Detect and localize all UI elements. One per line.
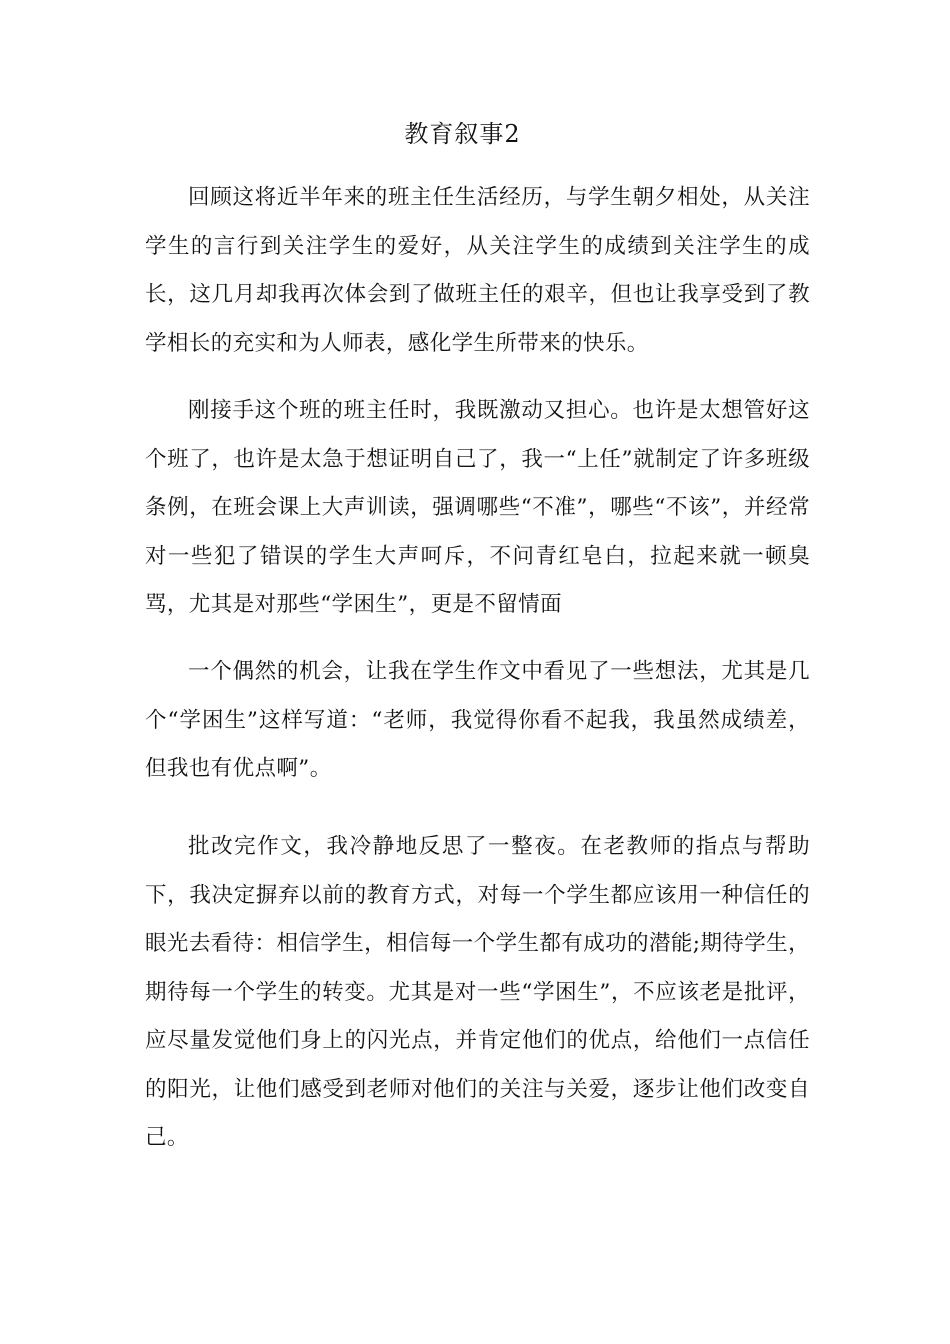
document-title: 教育叙事2: [404, 120, 521, 148]
paragraph-1: 回顾这将近半年来的班主任生活经历，与学生朝夕相处，从关注学生的言行到关注学生的爱好，从关注学生的成绩到关注学生的成长，这几月却我再次体会到了做班主任的艰辛，但也让我享受到了教学相长的充实和为人师表，感化学生所带来的快乐。: [145, 185, 810, 356]
paragraph-4: 批改完作文，我冷静地反思了一整夜。在老教师的指点与帮助下，我决定摒弃以前的教育方式，对每一个学生都应该用一种信任的眼光去看待：相信学生，相信每一个学生都有成功的潜能;期待学生，期待每一个学生的转变。尤其是对一些“学困生”，不应该老是批评，应尽量发觉他们身上的闪光点，并肯定他们的优点，给他们一点信任的阳光，让他们感受到老师对他们的关注与关爱，逐步让他们改变自己。: [145, 834, 810, 1150]
paragraph-2: 刚接手这个班的班主任时，我既激动又担心。也许是太想管好这个班了，也许是太急于想证明自己了，我一“上任”就制定了许多班级条例，在班会课上大声训读，强调哪些“不准”，哪些“不该”，并经常对一些犯了错误的学生大声呵斥，不问青红皂白，拉起来就一顿臭骂，尤其是对那些“学困生”，更是不留情面: [145, 398, 810, 617]
paragraph-3: 一个偶然的机会，让我在学生作文中看见了一些想法，尤其是几个“学困生”这样写道：“老师，我觉得你看不起我，我虽然成绩差，但我也有优点啊”。: [145, 659, 810, 781]
